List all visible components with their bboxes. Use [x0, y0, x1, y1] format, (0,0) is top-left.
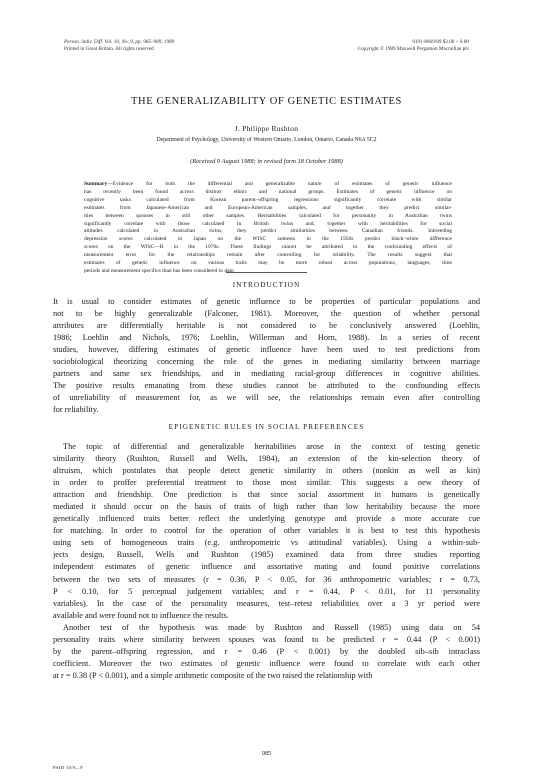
summary-line: ities between spouses in still other samples. Heritabilities calculated for personality in Australian twins — [84, 212, 452, 219]
epigenetic-rules-heading: EPIGENETIC RULES IN SOCIAL PREFERENCES — [168, 423, 365, 431]
received-dates: (Received 9 August 1988; in revised form 18 October 1988) — [190, 158, 343, 165]
paragraph-line: by the parent–offspring regression, and r = 0.46 (P < 0.001) by the doubled sib–sib intraclass — [53, 646, 480, 656]
paragraph-line: It is usual to consider estimates of genetic influence to be properties of particular populations and — [53, 297, 480, 306]
paragraph-line: The topic of differential and generalizable heritabilities arose in the context of testing genetic — [63, 442, 480, 451]
paragraph-line: between the two sets of measures (r = 0.36, P < 0.05, for 36 anthropometric variables; r = 0.73, — [53, 574, 480, 584]
running-header-right — [358, 39, 469, 53]
copyright-notice: Copyright © 1989 Maxwell Pergamon Macmillan plc — [357, 46, 469, 52]
paragraph-line: altruism, which postulates that people detect genetic similarity in others (nonkin as well as kin) — [53, 466, 480, 476]
paragraph-line: for reliability. — [53, 405, 99, 415]
printed-notice: Printed in Great Britain. All rights reserved — [64, 46, 154, 52]
paragraph-line: mediated it should occur on the basis of traits of high rather than low heritability because the more — [53, 502, 480, 512]
epigenetic-rules-body — [53, 441, 480, 682]
paragraph-line: similarity theory (Rushton, Russell and Wells, 1984), an extension of the kin-selection theory of — [53, 454, 480, 464]
paragraph-line: P < 0.10, for 5 perceptual judgement variables; and r = 0.44, P < 0.01, for 11 personality — [53, 586, 480, 596]
author-affiliation: Department of Psychology, University of Western Ontario, London, Ontario, Canada N6A 5C2 — [156, 137, 377, 143]
article-title: THE GENERALIZABILITY OF GENETIC ESTIMATES — [131, 96, 402, 107]
paragraph-line: available and were found not to influence the results. — [53, 610, 229, 620]
summary-label: Summary — [84, 181, 108, 187]
paragraph-line: variables). In the case of the personality measures, test–retest reliabilities over a 3 yr period were — [53, 598, 480, 608]
author-name: J. Philippe Rushton — [234, 124, 299, 133]
paragraph-line: sociobiological theorizing concerning the role of the genes in mediating similarity between marriage — [53, 357, 480, 367]
introduction-heading: INTRODUCTION — [232, 281, 301, 289]
summary-line: estimates of genetic influence on various traits may be more robust across populations, languages, time — [84, 260, 452, 267]
footer-code: PAID 10/9—F — [53, 765, 84, 770]
paragraph-line: using sets of homogeneous traits (e.g. anthropometric vs attitudinal variables). Using a within-sub- — [53, 538, 480, 548]
issn-price: 0191-8869/89 $3.00 + 0.00 — [412, 39, 469, 45]
journal-citation: Person. indiv. Diff. Vol. 10, No. 9, pp. 985–989, 1989 — [64, 39, 175, 45]
summary-line: has recently been found across distinct ethnic and national groups. Estimates of genetic influence on — [84, 188, 452, 195]
paragraph-line: partners and same sex friendships, and in mediating racial-group differences in cognitive abilities. — [53, 369, 480, 379]
summary-line: scores on the WISC—R in the 1970s. These findings cannot be attributed to the confounding effects of — [84, 244, 452, 251]
summary-line: cognitive tasks calculated from Korean parent–offspring regressions significantly correlate with similar — [84, 196, 452, 203]
summary-abstract — [84, 181, 452, 276]
paragraph-line: attraction and friendship. One prediction is that since social assortment in humans is genetically — [53, 490, 480, 500]
running-header-left — [64, 39, 174, 53]
summary-line: depression scores calculated in Japan on the WISC subtests in the 1950s predict black–white difference — [84, 236, 452, 243]
summary-line: measurement error for the relationships remain after controlling for reliability. The results suggest that — [84, 252, 452, 259]
summary-line: periods and measurement specifics than has been considered to date. — [84, 267, 235, 274]
paragraph-line: studies, however, differing estimates of genetic influence have been used to test predictions from — [53, 345, 480, 355]
paragraph-line: attributes are differentially heritable is not considered to be conclusively answered (Loehlin, — [53, 321, 480, 331]
paragraph-line: at r = 0.38 (P < 0.001), and a simple arithmetic composite of the two raised the relationship with — [53, 670, 373, 680]
paragraph-line: personality traits where similarity between spouses was found to be predicted r = 0.44 (P < 0.001) — [53, 634, 480, 644]
paragraph-line: of unreliability of measurement for, as we will see, the relationships remain even after controlling — [53, 393, 480, 403]
paragraph-line: jects design, Russell, Wells and Rushton (1985) examined data from three studies reporting — [53, 550, 480, 560]
paragraph-line: genetically influenced traits better reflect the underlying genotype and provide a more accurate cue — [53, 514, 480, 524]
paragraph-line: not to be highly generalizable (Falconer, 1981). Moreover, the question of whether personal — [53, 309, 480, 319]
paragraph-line: in order to proffer preferential treatment to those most similar. This suggests a new theory of — [53, 478, 480, 488]
section-divider — [226, 272, 307, 273]
page-number: 985 — [261, 750, 272, 757]
paragraph-line: independent estimates of genetic influence and assortative mating and found positive correlations — [53, 562, 480, 572]
summary-line: significantly correlate with those calculated in British twins and, together with heritabilities for social — [84, 220, 452, 227]
paragraph-line: for matching. In order to control for the operation of other variables it is best to test this hypothesis — [53, 526, 480, 536]
paragraph-line: coefficient. Moreover the two estimates of genetic influence were found to correlate with each other — [53, 658, 480, 668]
introduction-body — [53, 296, 480, 416]
summary-line: estimates from Japanese-American and European-American samples, and together they predict similar- — [84, 204, 452, 211]
summary-line: attitudes calculated in Australian twins, they predict similarities between Canadian friends. Inbreeding — [84, 228, 452, 235]
paragraph-line: The positive results emanating from these studies cannot be attributed to the confounding effects — [53, 381, 480, 391]
summary-line: Summary—Evidence for both the differential and generalizable nature of estimates of genetic influence — [84, 181, 452, 187]
paragraph-line: Another test of the hypothesis was made by Rushton and Russell (1985) using data on 54 — [63, 622, 480, 632]
paragraph-line: 1986; Loehlin and Nichols, 1976; Loehlin, Willerman and Horn, 1988). In a series of recent — [53, 333, 480, 343]
